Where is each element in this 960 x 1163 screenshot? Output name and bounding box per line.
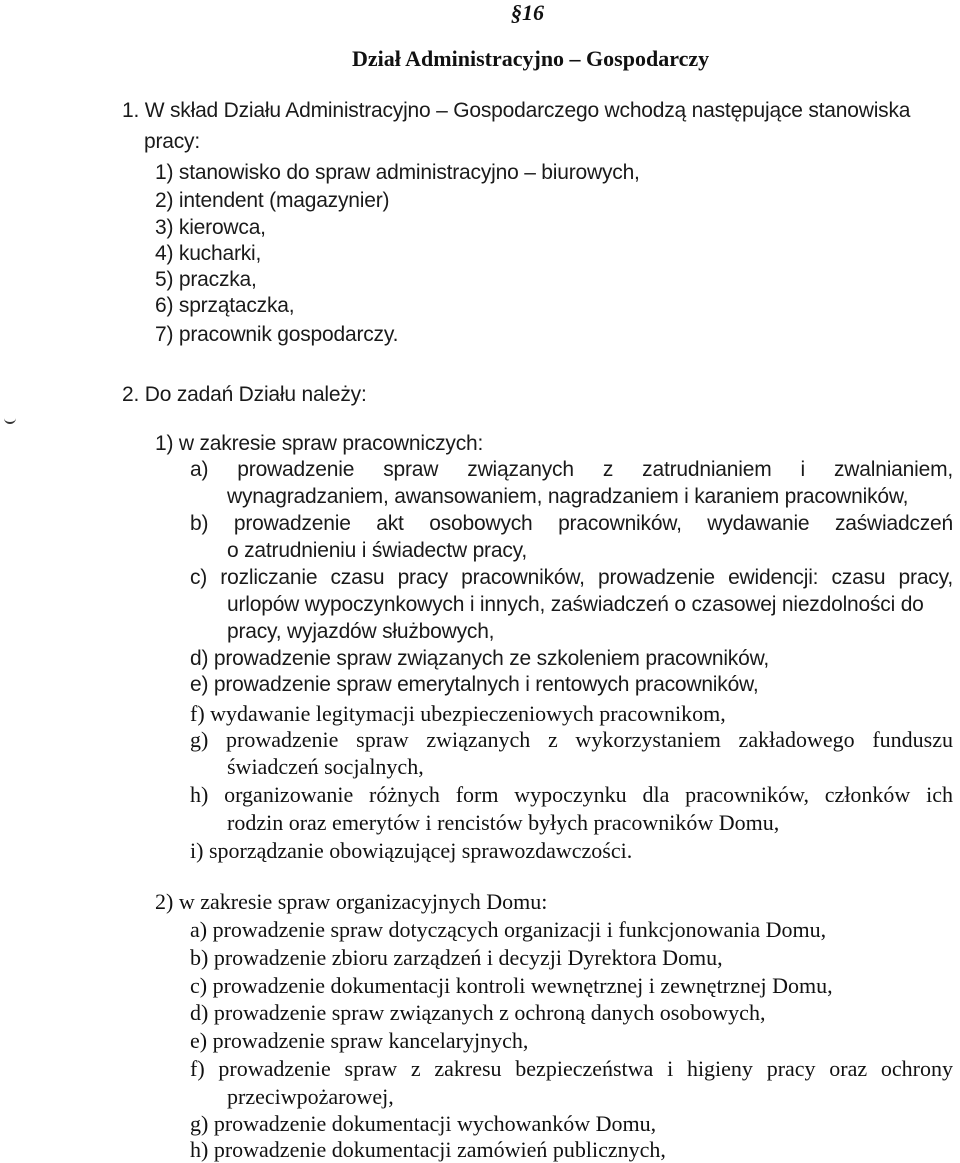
list-item: 6) sprzątaczka, xyxy=(155,294,295,317)
scan-mark xyxy=(4,416,16,424)
list-item: 5) praczka, xyxy=(155,268,257,291)
list-item: f) wydawanie legitymacji ubezpieczeniowych pracownikom, xyxy=(190,701,726,726)
section1-intro-line2: pracy: xyxy=(144,130,200,153)
list-item-continuation: pracy, wyjazdów służbowych, xyxy=(227,620,495,643)
section2-intro: 2. Do zadań Działu należy: xyxy=(122,383,367,406)
list-item-continuation: przeciwpożarowej, xyxy=(227,1084,394,1109)
subsection1-heading: 1) w zakresie spraw pracowniczych: xyxy=(155,432,484,455)
list-item: 3) kierowca, xyxy=(155,216,266,239)
list-item: 2) intendent (magazynier) xyxy=(155,189,390,212)
list-item-continuation: rodzin oraz emerytów i rencistów byłych pracowników Domu, xyxy=(227,810,780,835)
list-item: a) prowadzenie spraw związanych z zatrudnianiem i zwalnianiem, xyxy=(190,458,953,481)
list-item: c) rozliczanie czasu pracy pracowników, prowadzenie ewidencji: czasu pracy, xyxy=(190,566,953,589)
list-item: 7) pracownik gospodarczy. xyxy=(155,323,399,346)
list-item: b) prowadzenie akt osobowych pracowników, wydawanie zaświadczeń xyxy=(190,512,953,535)
paragraph-number: §16 xyxy=(511,0,544,25)
list-item: h) prowadzenie dokumentacji zamówień publicznych, xyxy=(190,1137,666,1162)
subsection2-heading: 2) w zakresie spraw organizacyjnych Domu: xyxy=(155,889,548,914)
list-item: d) prowadzenie spraw związanych z ochroną danych osobowych, xyxy=(190,1000,766,1025)
list-item-continuation: urlopów wypoczynkowych i innych, zaświadczeń o czasowej niezdolności do xyxy=(227,593,924,616)
list-item: c) prowadzenie dokumentacji kontroli wewnętrznej i zewnętrznej Domu, xyxy=(190,973,833,998)
list-item: e) prowadzenie spraw kancelaryjnych, xyxy=(190,1028,529,1053)
list-item: 1) stanowisko do spraw administracyjno – biurowych, xyxy=(155,161,640,184)
list-item: d) prowadzenie spraw związanych ze szkoleniem pracowników, xyxy=(190,647,770,670)
list-item: e) prowadzenie spraw emerytalnych i rentowych pracowników, xyxy=(190,673,759,696)
list-item-continuation: wynagradzaniem, awansowaniem, nagradzaniem i karaniem pracowników, xyxy=(227,485,909,508)
list-item-continuation: o zatrudnieniu i świadectw pracy, xyxy=(227,539,527,562)
list-item: h) organizowanie różnych form wypoczynku dla pracowników, członków ich xyxy=(190,782,953,807)
list-item: a) prowadzenie spraw dotyczących organizacji i funkcjonowania Domu, xyxy=(190,917,827,942)
section-title: Dział Administracyjno – Gospodarczy xyxy=(352,46,710,71)
list-item: 4) kucharki, xyxy=(155,242,262,265)
list-item: b) prowadzenie zbioru zarządzeń i decyzji Dyrektora Domu, xyxy=(190,945,723,970)
list-item: g) prowadzenie dokumentacji wychowanków Domu, xyxy=(190,1111,657,1136)
list-item: f) prowadzenie spraw z zakresu bezpieczeństwa i higieny pracy oraz ochrony xyxy=(190,1056,953,1081)
list-item: i) sporządzanie obowiązującej sprawozdawczości. xyxy=(190,838,633,863)
section1-intro-line1: 1. W skład Działu Administracyjno – Gospodarczego wchodzą następujące stanowiska xyxy=(122,99,911,122)
list-item: g) prowadzenie spraw związanych z wykorzystaniem zakładowego funduszu xyxy=(190,727,953,752)
list-item-continuation: świadczeń socjalnych, xyxy=(227,754,424,779)
